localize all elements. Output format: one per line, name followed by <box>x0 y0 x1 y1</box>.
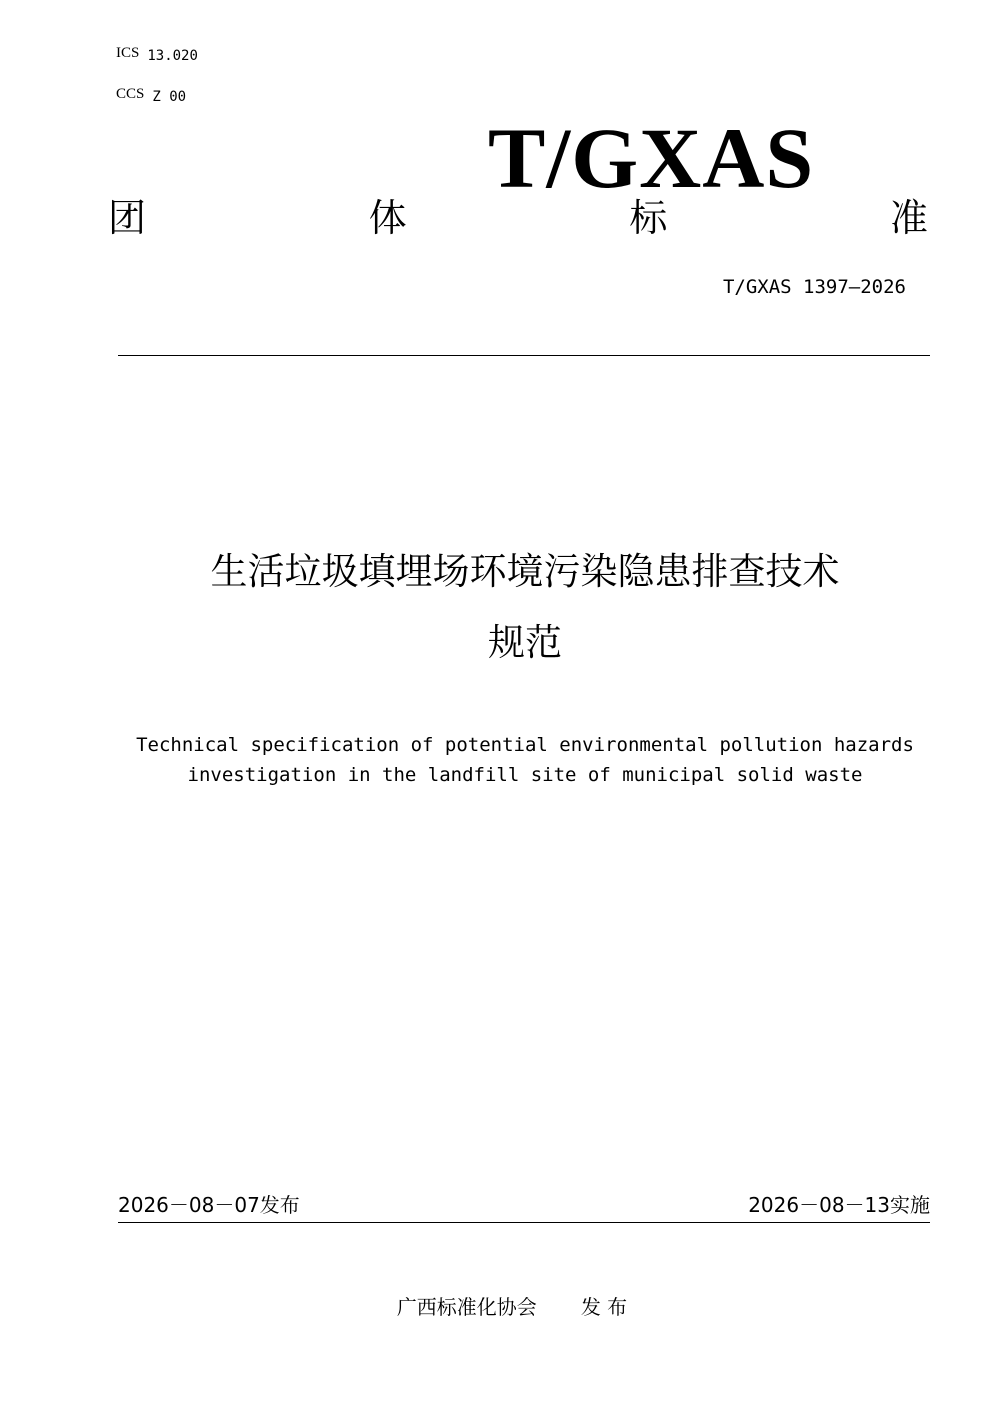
implement-date: 2026－08－13实施 <box>748 1193 930 1217</box>
ccs-value: Z 00 <box>152 89 187 105</box>
header-divider <box>118 355 930 356</box>
standard-type-char: 团 <box>108 196 147 240</box>
standard-type-char: 标 <box>629 196 668 240</box>
publisher <box>300 1292 724 1322</box>
ccs-label: CCS <box>116 86 145 102</box>
publisher-action: 发 布 <box>580 1295 628 1319</box>
ccs-code <box>116 86 187 106</box>
title-en-line-2: investigation in the landfill site of municipal solid waste <box>187 764 863 786</box>
publisher-name: 广西标准化协会 <box>396 1295 537 1319</box>
ics-value: 13.020 <box>147 48 198 64</box>
ics-label: ICS <box>116 45 140 61</box>
footer-divider <box>118 1222 930 1223</box>
title-en-line-1: Technical specification of potential environmental pollution hazards <box>136 734 914 756</box>
title-cn-line-1: 生活垃圾填埋场环境污染隐患排查技术 <box>210 550 840 593</box>
ics-code <box>116 45 198 65</box>
standard-type <box>108 193 928 243</box>
standard-number: T/GXAS 1397—2026 <box>722 276 906 298</box>
publish-date: 2026－08－07发布 <box>118 1193 300 1217</box>
standard-type-char: 体 <box>368 196 407 240</box>
standard-logo: T/GXAS <box>488 110 815 206</box>
title-cn-line-2: 规范 <box>488 621 562 664</box>
standard-type-char: 准 <box>889 196 928 240</box>
